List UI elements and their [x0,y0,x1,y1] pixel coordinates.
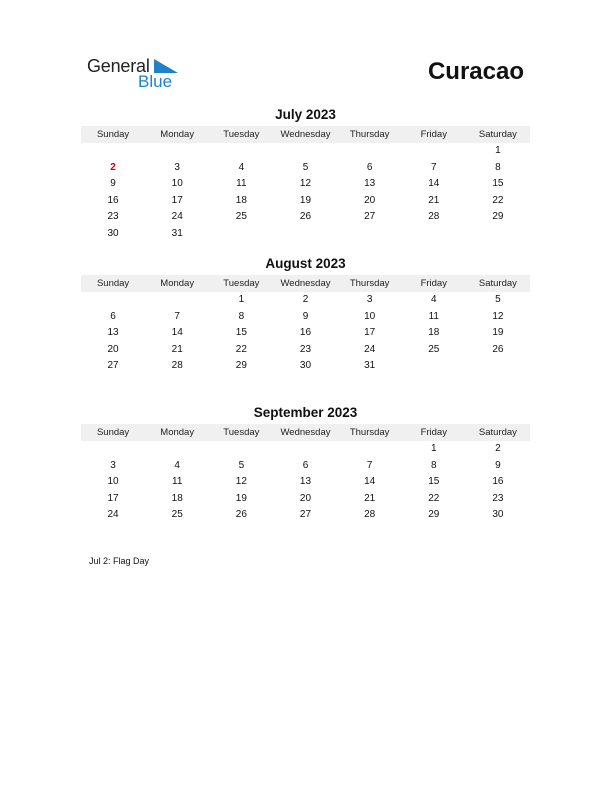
weekday-label: Friday [420,427,447,438]
day-cell: 29 [235,360,247,372]
day-cell: 18 [171,492,183,504]
day-cell [402,143,466,160]
day-cell [209,143,273,160]
day-cell: 31 [364,360,376,372]
day-cell [273,226,337,243]
day-cell [209,226,273,243]
day-cell: 18 [235,194,247,206]
day-cell: 26 [235,509,247,521]
month-grid [81,292,530,375]
day-cell: 9 [302,310,309,322]
day-cell: 15 [492,178,504,190]
month-title: September 2023 [253,405,358,420]
day-cell: 24 [364,343,376,355]
week-row [81,143,530,160]
day-cell: 27 [107,360,119,372]
day-cell: 12 [299,178,312,190]
day-cell: 15 [235,327,247,339]
day-cell: 12 [235,476,247,488]
weekday-label: Monday [160,427,195,438]
week-row [81,507,530,524]
day-cell: 15 [428,476,440,488]
day-cell: 8 [238,310,245,322]
day-cell: 6 [302,459,309,471]
week-row [81,309,530,326]
weekday-label: Monday [160,278,195,289]
week-row [81,342,530,359]
week-row [81,325,530,342]
day-cell: 28 [364,509,376,521]
day-cell: 30 [492,509,504,521]
day-cell [81,143,145,160]
brand-logo [87,56,197,92]
day-cell: 2 [302,294,309,305]
day-cell: 21 [428,194,440,206]
weekday-label: Saturday [478,427,517,438]
day-cell [338,441,402,458]
day-cell: 22 [235,343,247,355]
day-cell: 1 [495,145,501,156]
day-cell [81,441,145,458]
weekday-label: Friday [420,129,447,140]
day-cell: 14 [171,327,183,339]
day-cell: 23 [107,211,119,223]
day-cell: 19 [299,194,312,206]
day-cell [145,292,209,309]
triangle-logo-icon [154,59,178,73]
day-cell [338,143,402,160]
day-cell: 6 [110,310,116,322]
weekday-label: Saturday [478,129,517,140]
day-cell: 19 [492,327,504,339]
day-cell: 19 [235,492,247,504]
day-cell: 16 [492,476,504,488]
weekday-label: Thursday [349,427,390,438]
day-cell [145,441,209,458]
day-cell: 9 [110,178,116,190]
day-cell: 20 [364,194,376,206]
week-row [81,458,530,475]
day-cell: 26 [299,211,312,223]
day-cell: 1 [430,443,437,454]
day-cell: 26 [492,343,504,355]
day-cell: 31 [171,227,183,239]
weekday-label: Thursday [349,129,390,140]
day-cell [273,143,337,160]
day-cell: 22 [428,492,440,504]
month-grid [81,441,530,524]
day-cell: 5 [238,459,245,471]
weekday-header [81,424,530,441]
month-september [81,404,530,524]
day-cell: 5 [302,161,309,173]
country-title: Curacao [427,58,524,85]
day-cell: 30 [299,360,312,372]
weekday-label: Thursday [349,278,390,289]
day-cell [209,441,273,458]
day-cell [81,292,145,309]
day-cell: 29 [428,509,440,521]
day-cell: 8 [430,459,437,471]
day-cell: 10 [171,178,183,190]
day-cell: 24 [107,509,119,521]
weekday-label: Wednesday [280,129,331,140]
weekday-label: Tuesday [223,129,260,140]
day-cell [402,358,466,375]
day-cell: 7 [174,310,180,322]
weekday-header [81,275,530,292]
day-cell: 8 [495,161,501,173]
day-cell: 13 [299,476,312,488]
day-cell: 1 [238,294,245,305]
day-cell: 2 [110,161,116,173]
day-cell: 2 [495,443,501,454]
day-cell: 23 [299,343,312,355]
day-cell: 17 [107,492,119,504]
weekday-label: Sunday [96,129,130,140]
day-cell [466,226,530,243]
day-cell: 27 [364,211,376,223]
day-cell: 16 [299,327,312,339]
day-cell: 21 [364,492,376,504]
month-title: August 2023 [265,256,346,271]
day-cell: 4 [174,459,180,471]
day-cell: 14 [364,476,376,488]
week-row [81,358,530,375]
day-cell: 21 [171,343,183,355]
day-cell: 7 [366,459,373,471]
day-cell: 22 [492,194,504,206]
day-cell: 25 [235,211,247,223]
brand-word-general: General [87,56,150,76]
weekday-label: Tuesday [223,427,260,438]
holiday-note: Jul 2: Flag Day [89,556,150,566]
weekday-label: Friday [420,278,447,289]
day-cell: 18 [428,327,440,339]
week-row [81,226,530,243]
day-cell: 11 [172,476,183,488]
brand-word-blue: Blue [138,72,173,91]
day-cell: 17 [364,327,376,339]
week-row [81,209,530,226]
weekday-label: Sunday [96,427,130,438]
day-cell: 16 [107,194,119,206]
weekday-header [81,126,530,143]
weekday-label: Wednesday [280,278,331,289]
day-cell [273,441,337,458]
day-cell: 14 [428,178,440,190]
week-row [81,441,530,458]
weekday-label: Sunday [96,278,130,289]
weekday-label: Tuesday [223,278,260,289]
day-cell [145,143,209,160]
day-cell: 10 [107,476,119,488]
day-cell: 25 [428,343,440,355]
day-cell [466,358,530,375]
day-cell [402,226,466,243]
month-july [81,106,530,243]
day-cell: 25 [171,509,183,521]
day-cell: 17 [171,194,183,206]
day-cell: 6 [366,161,373,173]
day-cell: 5 [495,294,501,305]
day-cell: 10 [364,310,376,322]
week-row [81,491,530,508]
week-row [81,193,530,210]
day-cell: 12 [492,310,504,322]
day-cell: 11 [428,310,439,322]
week-row [81,160,530,177]
day-cell: 20 [107,343,119,355]
day-cell: 24 [171,211,183,223]
day-cell: 7 [430,161,437,173]
week-row [81,292,530,309]
day-cell: 23 [492,492,504,504]
day-cell: 29 [492,211,504,223]
week-row [81,176,530,193]
day-cell: 30 [107,227,119,239]
day-cell: 13 [364,178,376,190]
day-cell: 13 [107,327,119,339]
day-cell [338,226,402,243]
month-august [81,255,530,375]
month-grid [81,143,530,243]
weekday-label: Monday [160,129,195,140]
day-cell: 4 [238,161,245,173]
day-cell: 28 [428,211,440,223]
weekday-label: Saturday [478,278,517,289]
day-cell: 9 [495,459,501,471]
week-row [81,474,530,491]
day-cell: 3 [110,459,116,471]
day-cell: 3 [174,161,180,173]
day-cell: 4 [430,294,437,305]
day-cell: 28 [171,360,183,372]
weekday-label: Wednesday [280,427,331,438]
day-cell: 20 [299,492,312,504]
day-cell: 27 [299,509,312,521]
day-cell: 11 [236,178,247,190]
day-cell: 3 [366,294,373,305]
holiday-notes [89,556,149,566]
month-title: July 2023 [275,107,336,122]
